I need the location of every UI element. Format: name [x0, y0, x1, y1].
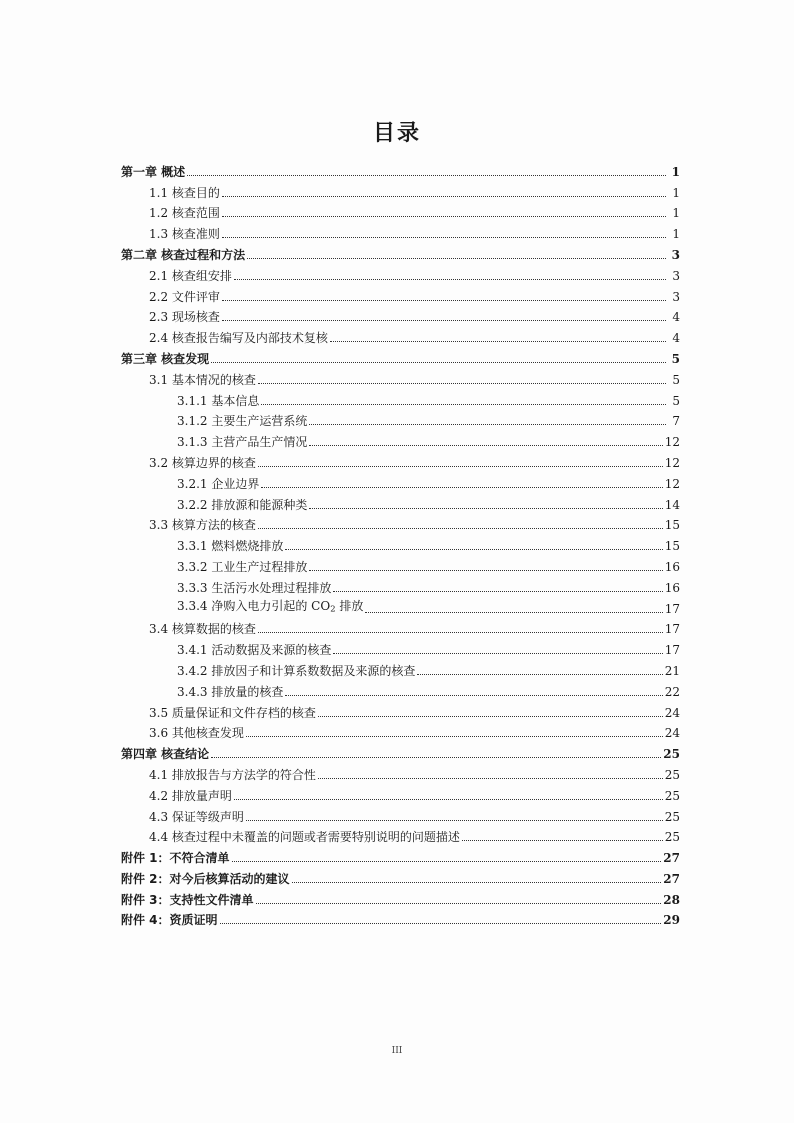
toc-entry-label-suffix: 排放	[335, 598, 364, 613]
toc-entry-label: 3.4.2 排放因子和计算系数数据及来源的核查	[177, 663, 416, 678]
toc-leader-dots	[462, 839, 663, 841]
toc-leader-dots	[211, 756, 661, 758]
toc-entry-page: 4	[672, 331, 680, 346]
toc-leader-dots	[232, 860, 662, 862]
toc-entry-label: 第二章 核查过程和方法	[121, 247, 246, 262]
toc-leader-dots	[261, 403, 666, 405]
toc-entry-label: 4.3 保证等级声明	[149, 809, 244, 824]
toc-entry-page: 25	[664, 788, 680, 803]
toc-entry-page: 28	[663, 892, 680, 907]
toc-entry-page: 17	[664, 601, 680, 616]
toc-entry-page: 5	[671, 351, 680, 366]
toc-entry-page: 4	[672, 310, 680, 325]
toc-leader-dots	[234, 798, 663, 800]
toc-entry-4-4[interactable]	[121, 824, 680, 845]
toc-leader-dots	[309, 569, 662, 571]
toc-entry-3-6[interactable]	[121, 720, 680, 741]
toc-entry-3-4-3[interactable]	[121, 678, 680, 699]
toc-entry-page: 17	[664, 643, 680, 658]
toc-leader-dots	[211, 361, 666, 363]
toc-entry-label: 附件 3：支持性文件清单	[121, 892, 254, 907]
toc-entry-label: 2.2 文件评审	[149, 289, 220, 304]
toc-leader-dots	[222, 299, 666, 301]
toc-entry-label: 第三章 核查发现	[121, 351, 210, 366]
toc-leader-dots	[285, 548, 662, 550]
toc-entry-label: 附件 2：对今后核算活动的建议	[121, 871, 290, 886]
toc-entry-2-4[interactable]	[121, 324, 680, 345]
toc-entry-label: 3.5 质量保证和文件存档的核查	[149, 705, 316, 720]
toc-entry-appendix-2[interactable]	[121, 865, 680, 886]
toc-leader-dots	[222, 195, 666, 197]
toc-entry-page: 16	[664, 559, 680, 574]
toc-leader-dots	[187, 174, 666, 176]
toc-entry-3-1-2[interactable]	[121, 408, 680, 429]
toc-entry-page: 25	[664, 830, 680, 845]
toc-leader-dots	[309, 507, 662, 509]
toc-entry-page: 24	[664, 705, 680, 720]
toc-entry-label: 4.2 排放量声明	[149, 788, 232, 803]
toc-entry-page: 25	[664, 809, 680, 824]
toc-entry-page: 16	[664, 580, 680, 595]
toc-entry-2-1[interactable]	[121, 262, 680, 283]
toc-entry-page: 7	[672, 414, 680, 429]
toc-entry-label: 3.3.2 工业生产过程排放	[177, 559, 308, 574]
toc-entry-chapter-4[interactable]	[121, 740, 680, 761]
toc-entry-2-3[interactable]	[121, 304, 680, 325]
toc-entry-page: 1	[672, 206, 680, 221]
toc-entry-label: 3.3.1 燃料燃烧排放	[177, 539, 284, 554]
toc-entry-label: 第四章 核查结论	[121, 747, 210, 762]
toc-entry-page: 3	[672, 289, 680, 304]
toc-entry-3-2-2[interactable]	[121, 491, 680, 512]
toc-entry-page: 25	[664, 767, 680, 782]
toc-entry-page: 27	[663, 851, 680, 866]
toc-entry-3-1[interactable]	[121, 366, 680, 387]
toc-entry-chapter-3[interactable]	[121, 345, 680, 366]
toc-leader-dots	[318, 715, 663, 717]
toc-entry-page: 3	[671, 247, 680, 262]
toc-entry-page: 14	[664, 497, 680, 512]
toc-leader-dots	[222, 236, 666, 238]
toc-entry-label: 4.4 核查过程中未覆盖的问题或者需要特别说明的问题描述	[149, 830, 460, 845]
toc-entry-label: 2.1 核查组安排	[149, 268, 232, 283]
toc-entry-label: 3.4 核算数据的核查	[149, 622, 256, 637]
toc-leader-dots	[318, 777, 663, 779]
toc-entry-label: 1.3 核查准则	[149, 227, 220, 242]
toc-entry-label: 3.1.2 主要生产运营系统	[177, 414, 308, 429]
toc-entry-label: 3.4.1 活动数据及来源的核查	[177, 643, 332, 658]
toc-leader-dots	[292, 881, 662, 883]
toc-entry-label: 3.1 基本情况的核查	[149, 372, 256, 387]
subscript-2: 2	[330, 603, 336, 614]
toc-entry-1-1[interactable]	[121, 179, 680, 200]
toc-entry-page: 5	[672, 372, 680, 387]
toc-leader-dots	[261, 486, 662, 488]
toc-entry-3-5[interactable]	[121, 699, 680, 720]
toc-entry-3-1-3[interactable]	[121, 428, 680, 449]
page-title: 目录	[372, 121, 421, 146]
toc-leader-dots	[234, 278, 666, 280]
toc-entry-label-text: 3.3.4 净购入电力引起的 CO	[177, 598, 331, 613]
toc-leader-dots	[417, 673, 662, 675]
toc-entry-page: 12	[664, 455, 680, 470]
toc-entry-chapter-2[interactable]	[121, 241, 680, 262]
toc-entry-label: 3.3 核算方法的核查	[149, 518, 256, 533]
toc-entry-page: 22	[664, 684, 680, 699]
toc-entry-1-2[interactable]	[121, 200, 680, 221]
toc-entry-label: 1.1 核查目的	[149, 185, 220, 200]
toc-entry-3-3[interactable]	[121, 512, 680, 533]
toc-entry-4-2[interactable]	[121, 782, 680, 803]
toc-entry-page: 24	[664, 726, 680, 741]
toc-entry-label: 3.2 核算边界的核查	[149, 455, 256, 470]
toc-leader-dots	[309, 444, 662, 446]
toc-entry-page: 21	[664, 663, 680, 678]
toc-leader-dots	[330, 340, 666, 342]
toc-leader-dots	[365, 611, 662, 613]
toc-leader-dots	[333, 652, 662, 654]
toc-leader-dots	[256, 902, 662, 904]
toc-entry-3-2-1[interactable]	[121, 470, 680, 491]
toc-leader-dots	[220, 922, 662, 924]
toc-leader-dots	[258, 631, 663, 633]
toc-entry-label: 3.1.1 基本信息	[177, 393, 260, 408]
toc-entry-3-4-2[interactable]	[121, 657, 680, 678]
toc-entry-page: 1	[672, 227, 680, 242]
toc-entry-page: 17	[664, 622, 680, 637]
toc-entry-1-3[interactable]	[121, 220, 680, 241]
toc-entry-label: 3.2.2 排放源和能源种类	[177, 497, 308, 512]
toc-leader-dots	[309, 423, 666, 425]
toc-entry-page: 3	[672, 268, 680, 283]
toc-entry-2-2[interactable]	[121, 283, 680, 304]
toc-entry-page: 5	[672, 393, 680, 408]
toc-entry-label: 附件 4：资质证明	[121, 913, 218, 928]
toc-entry-3-3-1[interactable]	[121, 532, 680, 553]
toc-entry-3-3-2[interactable]	[121, 553, 680, 574]
toc-entry-page: 29	[663, 913, 680, 928]
toc-entry-label: 附件 1：不符合清单	[121, 851, 230, 866]
toc-entry-4-1[interactable]	[121, 761, 680, 782]
toc-entry-label: 第一章 概述	[121, 164, 186, 179]
toc-entry-3-4-1[interactable]	[121, 636, 680, 657]
toc-leader-dots	[333, 590, 662, 592]
toc-entry-page: 1	[671, 164, 680, 179]
toc-entry-3-4[interactable]	[121, 616, 680, 637]
toc-entry-label: 3.6 其他核查发现	[149, 726, 244, 741]
toc-entry-label: 1.2 核查范围	[149, 206, 220, 221]
toc-entry-3-3-3[interactable]	[121, 574, 680, 595]
toc-entry-page: 12	[664, 476, 680, 491]
toc-entry-label: 3.1.3 主营产品生产情况	[177, 435, 308, 450]
toc-leader-dots	[222, 215, 666, 217]
toc-entry-page: 15	[664, 518, 680, 533]
toc-entry-3-2[interactable]	[121, 449, 680, 470]
toc-entry-page: 1	[672, 185, 680, 200]
toc-leader-dots	[258, 382, 666, 384]
page-number: III	[391, 1046, 403, 1056]
toc-leader-dots	[285, 694, 662, 696]
toc-entry-appendix-1[interactable]	[121, 844, 680, 865]
toc-entry-3-3-4[interactable]	[121, 595, 680, 616]
toc-leader-dots	[222, 319, 666, 321]
toc-entry-page: 25	[663, 747, 680, 762]
toc-entry-label: 3.4.3 排放量的核查	[177, 684, 284, 699]
table-of-contents	[121, 158, 680, 927]
toc-entry-4-3[interactable]	[121, 803, 680, 824]
toc-entry-label: 3.2.1 企业边界	[177, 476, 260, 491]
toc-leader-dots	[258, 465, 663, 467]
toc-entry-page: 15	[664, 539, 680, 554]
toc-entry-page: 27	[663, 871, 680, 886]
toc-entry-label: 2.4 核查报告编写及内部技术复核	[149, 331, 328, 346]
toc-entry-3-1-1[interactable]	[121, 387, 680, 408]
toc-entry-label: 3.3.3 生活污水处理过程排放	[177, 580, 332, 595]
toc-entry-chapter-1[interactable]	[121, 158, 680, 179]
toc-leader-dots	[247, 257, 666, 259]
toc-entry-page: 12	[664, 435, 680, 450]
toc-entry-appendix-4[interactable]	[121, 907, 680, 928]
toc-entry-label: 4.1 排放报告与方法学的符合性	[149, 767, 316, 782]
toc-entry-label: 2.3 现场核查	[149, 310, 220, 325]
toc-leader-dots	[246, 819, 663, 821]
toc-leader-dots	[246, 735, 663, 737]
toc-entry-appendix-3[interactable]	[121, 886, 680, 907]
toc-leader-dots	[258, 527, 663, 529]
toc-entry-label	[177, 599, 363, 616]
